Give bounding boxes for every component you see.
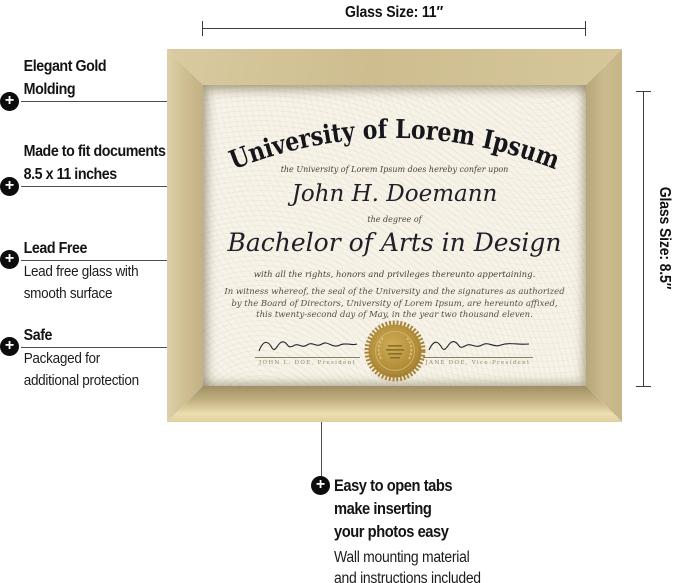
glass-height-tick-bottom — [636, 386, 651, 387]
callout-elegant-gold-molding — [21, 55, 167, 102]
witness-line: In witness whereof, the seal of the University and the signatures as authorized — [224, 287, 565, 297]
signature-line — [423, 357, 533, 358]
callout-lead-free — [21, 237, 167, 304]
glass-height-line — [643, 91, 644, 386]
frame-molding-left — [167, 49, 203, 422]
plus-icon: + — [0, 250, 19, 269]
callout-description: and instructions included — [334, 570, 481, 583]
certificate-degree-label: the degree of — [367, 215, 422, 224]
signature-line — [255, 357, 360, 358]
frame-molding-bottom — [167, 386, 622, 422]
certificate-university-title: University of Lorem Ipsum — [225, 114, 568, 178]
signature-president — [255, 333, 360, 366]
certificate-degree-title: Bachelor of Arts in Design — [227, 228, 562, 257]
glass-width-tick-left — [202, 21, 203, 36]
callout-title: Elegant Gold — [23, 58, 107, 75]
callout-pointer-line — [321, 422, 322, 476]
callout-pointer-line — [21, 186, 167, 187]
callout-title: Made to fit documents — [23, 143, 166, 160]
certificate-confer-line: the University of Lorem Ipsum does hereby confer upon — [280, 165, 509, 174]
witness-line: this twenty-second day of May, in the year two thousand eleven. — [256, 310, 533, 320]
callout-safe — [21, 324, 167, 391]
frame-molding-top — [167, 49, 622, 85]
signature-caption: JANE DOE, Vice-President — [425, 360, 531, 366]
plus-icon: + — [0, 177, 19, 196]
signature-caption: JOHN L. DOE, President — [259, 360, 356, 366]
callout-title: make inserting — [334, 500, 432, 518]
callout-description: Wall mounting material — [334, 549, 470, 566]
plus-icon: + — [311, 476, 330, 495]
callout-description: Packaged for — [23, 350, 101, 367]
plus-icon: + — [0, 337, 19, 356]
certificate-recipient-name: John H. Doemann — [291, 181, 498, 207]
callout-title: Easy to open tabs — [334, 477, 453, 495]
callout-fits-documents — [21, 140, 167, 187]
callout-title: Lead Free — [23, 240, 87, 257]
plus-icon: + — [0, 92, 19, 111]
certificate-document — [203, 85, 586, 386]
gold-seal-icon — [363, 319, 427, 383]
witness-line: by the Board of Directors, University of Lorem Ipsum, are hereunto affixed, — [231, 298, 558, 309]
callout-title: your photos easy — [334, 523, 449, 541]
callout-pointer-line — [21, 101, 167, 102]
glass-height-tick-top — [636, 91, 651, 92]
signature-vice-president — [423, 333, 533, 366]
callout-easy-open-tabs — [334, 475, 497, 583]
callout-description: Lead free glass with — [23, 263, 139, 280]
signature-scribble — [423, 333, 533, 357]
certificate-rights-line: with all the rights, honors and privileges thereunto appertaining. — [253, 270, 536, 280]
glass-width-line — [203, 28, 586, 29]
signature-scribble — [255, 333, 360, 357]
certificate-witness-paragraph — [203, 287, 586, 322]
callout-title: Safe — [23, 327, 52, 344]
glass-width-tick-right — [585, 21, 586, 36]
glass-height-label: Glass Size: 8.5″ — [656, 186, 673, 290]
callout-title: Molding — [23, 81, 76, 98]
callout-description: smooth surface — [23, 284, 113, 302]
glass-width-label: Glass Size: 11″ — [344, 4, 444, 21]
callout-title: 8.5 x 11 inches — [23, 166, 117, 183]
callout-description: additional protection — [23, 371, 139, 389]
frame-molding-right — [586, 49, 622, 422]
